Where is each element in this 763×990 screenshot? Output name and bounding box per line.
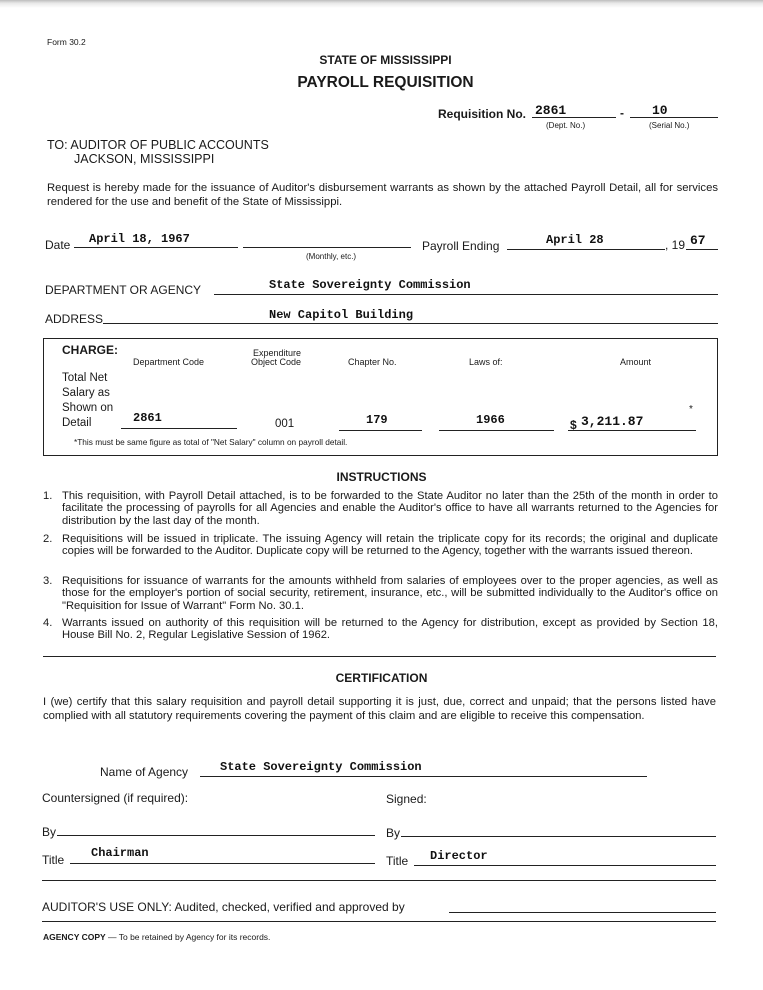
col-expenditure-line-2: Object Code xyxy=(251,357,302,367)
title-line-right xyxy=(414,865,716,866)
instruction-text: This requisition, with Payroll Detail attached, is to be forwarded to the State Auditor no later than the 25th of the month in order to facilitate the processing of payrolls for all Agencies and enable the Auditor's office to have all warrants returned to the Agencies for distribution by the last day of the month. xyxy=(62,490,718,527)
auditor-bottom-divider xyxy=(42,921,716,922)
instruction-item-4 xyxy=(43,617,718,642)
instruction-number: 1. xyxy=(43,490,53,502)
date-value: April 18, 1967 xyxy=(89,232,190,246)
instructions-heading: INSTRUCTIONS xyxy=(336,470,427,484)
dept-number-line xyxy=(532,117,616,118)
instruction-item-2 xyxy=(43,533,718,558)
charge-row-label-1: Total Net xyxy=(62,372,108,384)
instruction-item-1 xyxy=(43,490,718,527)
charge-footnote: *This must be same figure as total of "Net Salary" column on payroll detail. xyxy=(74,437,348,447)
request-paragraph: Request is hereby made for the issuance of Auditor's disbursement warrants as shown by the attached Payroll Detail, all for services rendered for the use and benefit of the State of Mississippi. xyxy=(47,182,718,208)
col-expenditure-line-1: Expenditure xyxy=(253,348,302,358)
charge-object-code-value: 001 xyxy=(275,418,295,430)
by-label-right: By xyxy=(386,826,401,840)
instruction-number: 2. xyxy=(43,533,53,545)
form-number: Form 30.2 xyxy=(47,37,86,47)
instruction-item-3 xyxy=(43,575,718,612)
certification-paragraph: I (we) certify that this salary requisition and payroll detail supporting it is just, due, correct and unpaid; that the persons listed have complied with all statutory requirements covering the payment of this claim and are eligible to receive this compensation. xyxy=(43,696,716,722)
col-laws-of: Laws of: xyxy=(469,357,503,367)
requisition-dash: - xyxy=(620,106,624,120)
title-label-right: Title xyxy=(386,854,409,868)
charge-laws-line xyxy=(439,430,554,431)
by-label-left: By xyxy=(42,825,57,839)
instructions-divider xyxy=(43,656,716,657)
payroll-ending-value: April 28 xyxy=(546,233,604,247)
charge-row-label-4: Detail xyxy=(62,417,92,429)
charge-chapter-value: 179 xyxy=(366,413,388,427)
agency-copy-note xyxy=(43,932,270,942)
auditor-top-divider xyxy=(42,880,716,881)
agency-name-value: State Sovereignty Commission xyxy=(220,760,422,774)
period-caption: (Monthly, etc.) xyxy=(306,252,357,261)
addressee-line-1: TO: AUDITOR OF PUBLIC ACCOUNTS xyxy=(47,138,269,152)
signed-label: Signed: xyxy=(386,792,427,806)
charge-asterisk: * xyxy=(689,404,693,415)
agency-name-line xyxy=(200,776,647,777)
year-value: 67 xyxy=(690,233,706,248)
period-line xyxy=(243,247,411,248)
serial-number-value: 10 xyxy=(652,103,668,118)
agency-name-label: Name of Agency xyxy=(100,765,189,779)
charge-dollar-sign: $ xyxy=(570,418,577,432)
countersigned-label: Countersigned (if required): xyxy=(42,791,189,805)
by-line-left xyxy=(57,835,375,836)
col-chapter: Chapter No. xyxy=(348,357,397,367)
title-label-left: Title xyxy=(42,853,65,867)
col-dept-code: Department Code xyxy=(133,357,205,367)
charge-row-label-3: Shown on xyxy=(62,402,114,414)
charge-row-label-2: Salary as xyxy=(62,387,110,399)
by-line-right xyxy=(401,836,716,837)
col-amount: Amount xyxy=(620,357,652,367)
date-label: Date xyxy=(45,238,71,252)
charge-dept-code-value: 2861 xyxy=(133,411,162,425)
requisition-label: Requisition No. xyxy=(438,107,526,121)
title-value-left: Chairman xyxy=(91,846,149,860)
title-line-left xyxy=(70,863,375,864)
serial-number-line xyxy=(630,117,718,118)
charge-amount-value: 3,211.87 xyxy=(581,414,644,429)
date-line xyxy=(74,247,238,248)
auditor-use-label: AUDITOR'S USE ONLY: Audited, checked, verified and approved by xyxy=(42,900,405,914)
agency-copy-bold: AGENCY COPY xyxy=(43,932,106,942)
addressee-line-2: JACKSON, MISSISSIPPI xyxy=(74,152,215,166)
charge-laws-value: 1966 xyxy=(476,413,505,427)
address-line xyxy=(103,323,718,324)
title-value-right: Director xyxy=(430,849,488,863)
serial-no-caption: (Serial No.) xyxy=(649,121,690,130)
charge-amount-line xyxy=(568,430,696,431)
state-heading: STATE OF MISSISSIPPI xyxy=(319,53,452,67)
payroll-ending-label: Payroll Ending xyxy=(422,239,500,253)
dept-no-caption: (Dept. No.) xyxy=(546,121,586,130)
charge-chapter-line xyxy=(339,430,422,431)
instruction-text: Requisitions will be issued in triplicate. The issuing Agency will retain the triplicate copy for its records; the original and duplicate copies will be forwarded to the Auditor. Duplicate copy will be returned to the Agency, together with the warrants issued thereon. xyxy=(62,533,718,558)
payroll-ending-line xyxy=(507,249,665,250)
certification-heading: CERTIFICATION xyxy=(335,671,428,685)
charge-label: CHARGE: xyxy=(62,343,118,357)
charge-dept-code-line xyxy=(121,428,237,429)
department-label: DEPARTMENT OR AGENCY xyxy=(45,283,202,297)
dept-number-value: 2861 xyxy=(535,103,567,118)
instruction-text: Requisitions for issuance of warrants for the amounts withheld from salaries of employees over to the proper agencies, as well as those for the employer's portion of social security, retirement, insurance, etc., will be submitted individually to the Auditor's office on "Requisition for Issue of Warrant" Form No. 30.1. xyxy=(62,575,718,612)
department-line xyxy=(214,294,718,295)
instruction-text: Warrants issued on authority of this requisition will be returned to the Agency for distribution, except as provided by Section 18, House Bill No. 2, Regular Legislative Session of 1962. xyxy=(62,617,718,642)
scan-top-edge xyxy=(0,0,763,8)
instruction-number: 4. xyxy=(43,617,53,629)
address-value: New Capitol Building xyxy=(269,308,414,322)
department-value: State Sovereignty Commission xyxy=(269,278,471,292)
year-line xyxy=(686,249,718,250)
agency-copy-text: — To be retained by Agency for its records. xyxy=(105,932,271,942)
auditor-approval-line xyxy=(449,912,716,913)
page-title: PAYROLL REQUISITION xyxy=(297,74,474,91)
instruction-number: 3. xyxy=(43,575,53,587)
address-label: ADDRESS xyxy=(45,312,104,326)
year-prefix: , 19 xyxy=(665,238,686,252)
